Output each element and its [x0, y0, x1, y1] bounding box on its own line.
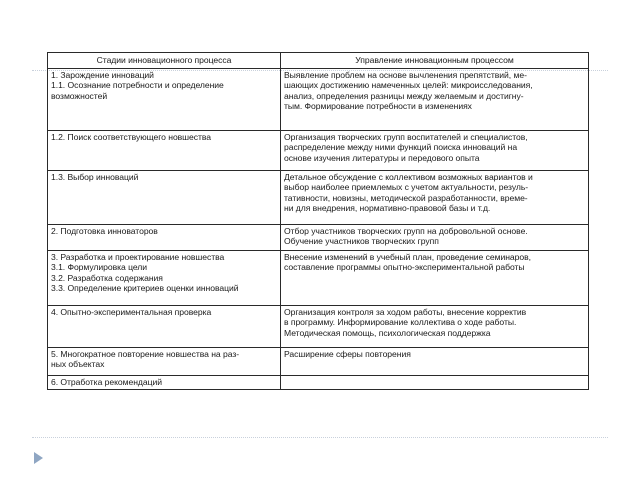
management-cell	[281, 170, 589, 224]
management-cell	[281, 130, 589, 170]
management-line: ни для внедрения, нормативно-правовой базы и т.д.	[284, 203, 491, 214]
stage-line: 1. Зарождение инноваций	[51, 69, 154, 80]
innovation-process-table	[47, 52, 589, 390]
stage-cell	[48, 130, 281, 170]
stage-cell	[48, 250, 281, 305]
table-row	[48, 375, 589, 389]
management-cell	[281, 375, 589, 389]
table-row	[48, 305, 589, 347]
stage-line: 3.1. Формулировка цели	[51, 262, 148, 273]
table-row	[48, 130, 589, 170]
management-line: Методическая помощь, психологическая поддержка	[284, 327, 491, 338]
stage-line: 5. Многократное повторение новшества на раз-	[51, 348, 240, 359]
stage-cell	[48, 375, 281, 389]
management-cell	[281, 250, 589, 305]
header-stages: Стадии инновационного процесса	[48, 53, 281, 69]
management-line: выбор наиболее приемлемых с учетом актуальности, резуль-	[284, 182, 529, 193]
table-row	[48, 68, 589, 130]
stage-line: 1.2. Поиск соответствующего новшества	[51, 131, 212, 142]
management-line: тативности, новизны, методической разработанности, време-	[284, 192, 528, 203]
management-line: основе изучения литературы и передового опыта	[284, 152, 480, 163]
stage-line: 3.2. Разработка содержания	[51, 272, 163, 283]
management-line: анализ, определения разницы между желаемым и достигну-	[284, 90, 524, 101]
management-line: составление программы опытно-экспериментальной работы	[284, 262, 525, 273]
management-line: Выявление проблем на основе вычленения препятствий, ме-	[284, 69, 527, 80]
stage-line: 3. Разработка и проектирование новшества	[51, 251, 225, 262]
stage-line: 4. Опытно-экспериментальная проверка	[51, 306, 212, 317]
management-cell	[281, 224, 589, 250]
stage-cell	[48, 305, 281, 347]
table-row	[48, 170, 589, 224]
management-line: тым. Формирование потребности в изменениях	[284, 101, 472, 112]
slide-arrow-icon	[34, 452, 43, 464]
management-line: Организация творческих групп воспитателей и специалистов,	[284, 131, 528, 142]
bottom-divider	[32, 437, 608, 438]
table-row	[48, 250, 589, 305]
management-line: распределение между ними функций поиска инноваций на	[284, 142, 518, 153]
table-row	[48, 347, 589, 375]
management-cell	[281, 305, 589, 347]
management-cell	[281, 347, 589, 375]
stage-cell	[48, 170, 281, 224]
stage-cell	[48, 347, 281, 375]
management-line: в программу. Информирование коллектива о ходе работы.	[284, 317, 517, 328]
management-line: Организация контроля за ходом работы, внесение корректив	[284, 306, 527, 317]
stage-cell	[48, 224, 281, 250]
table-header-row	[48, 53, 589, 69]
innovation-process-table-container	[47, 52, 588, 390]
stage-line: 3.3. Определение критериев оценки инноваций	[51, 283, 239, 294]
management-cell	[281, 68, 589, 130]
stage-line: 2. Подготовка инноваторов	[51, 225, 158, 236]
stage-line: 6. Отработка рекомендаций	[51, 376, 162, 387]
management-line: Отбор участников творческих групп на добровольной основе.	[284, 225, 528, 236]
stage-line: 1.1. Осознание потребности и определение	[51, 80, 224, 91]
management-line: Обучение участников творческих групп	[284, 236, 439, 247]
header-management: Управление инновационным процессом	[281, 53, 589, 69]
stage-cell	[48, 68, 281, 130]
management-line: шающих достижению намеченных целей: микроисследования,	[284, 80, 533, 91]
stage-line: 1.3. Выбор инноваций	[51, 171, 139, 182]
management-line: Расширение сферы повторения	[284, 348, 411, 359]
stage-line: ных объектах	[51, 359, 105, 370]
management-line: Внесение изменений в учебный план, проведение семинаров,	[284, 251, 531, 262]
table-row	[48, 224, 589, 250]
stage-line: возможностей	[51, 90, 108, 101]
management-line: Детальное обсуждение с коллективом возможных вариантов и	[284, 171, 533, 182]
